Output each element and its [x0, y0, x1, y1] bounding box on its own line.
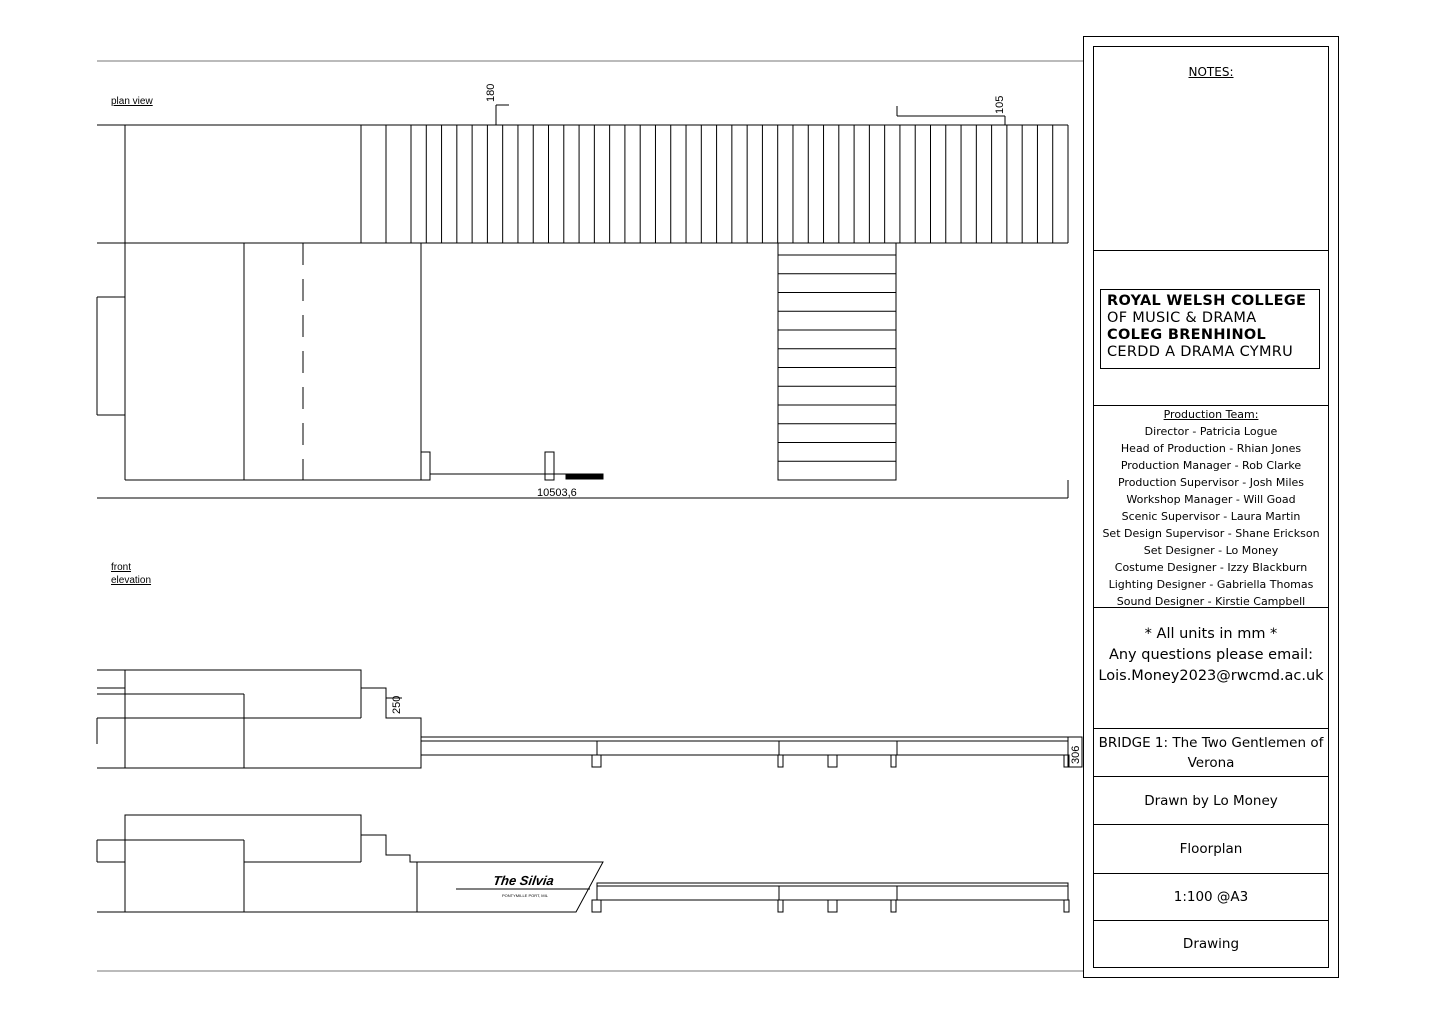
team-member: Sound Designer - Kirstie Campbell: [1116, 595, 1306, 608]
scale-section: [1094, 874, 1328, 921]
leg: [592, 755, 601, 767]
team-member: Director - Patricia Logue: [1144, 425, 1278, 438]
dimension-306: 306: [1070, 745, 1082, 764]
contact-section: [1094, 608, 1328, 729]
college-logo-section: [1094, 251, 1328, 406]
units-note: * All units in mm *: [1144, 626, 1278, 642]
bridge-planks: [411, 125, 1053, 243]
team-member: Production Manager - Rob Clarke: [1120, 459, 1302, 472]
leg: [592, 900, 601, 912]
front-label: front: [111, 562, 132, 573]
drawing-type: Drawing: [1182, 936, 1240, 952]
hatched-step: [566, 474, 603, 479]
sign-title: The Silvia: [492, 873, 555, 888]
drawn-by: Drawn by Lo Money: [1144, 792, 1278, 809]
plan-view: [97, 84, 1068, 499]
team-member: Lighting Designer - Gabriella Thomas: [1108, 578, 1314, 591]
total-dimension: 10503,6: [537, 487, 577, 499]
post-left: [421, 452, 430, 480]
team-member: Production Supervisor - Josh Miles: [1117, 476, 1305, 489]
team-member: Scenic Supervisor - Laura Martin: [1121, 510, 1301, 523]
leg: [891, 755, 896, 767]
college-logo: [1100, 289, 1320, 369]
scale: 1:100 @A3: [1173, 889, 1249, 905]
team-member: Head of Production - Rhian Jones: [1120, 442, 1302, 455]
stair-outline: [778, 243, 896, 480]
leg: [828, 900, 837, 912]
title-block-inner: [1093, 46, 1329, 968]
title-block: [1083, 36, 1339, 978]
dimension-180: 180: [485, 83, 497, 102]
sheet-name: Floorplan: [1179, 841, 1243, 857]
production-team-section: [1094, 406, 1328, 608]
leg: [828, 755, 837, 767]
team-member: Set Designer - Lo Money: [1143, 544, 1279, 557]
questions-text: Any questions please email:: [1108, 647, 1314, 663]
contact-email: Lois.Money2023@rwcmd.ac.uk: [1098, 668, 1324, 684]
project-title-section: [1094, 729, 1328, 777]
logo-line-1: ROYAL WELSH COLLEGE: [1107, 293, 1307, 309]
dimension-105: 105: [994, 95, 1006, 114]
plan-view-label: plan view: [111, 96, 153, 107]
leg: [1064, 900, 1069, 912]
dimension-250: 250: [391, 695, 403, 714]
stair-treads: [778, 255, 896, 461]
notes-title: NOTES:: [1188, 65, 1234, 79]
drawing-type-section: [1094, 921, 1328, 967]
team-member: Set Design Supervisor - Shane Erickson: [1102, 527, 1320, 540]
bridge-deck: [421, 737, 1068, 741]
elevation-label: elevation: [111, 575, 152, 586]
leg: [891, 900, 896, 912]
front-elevation: [97, 562, 1082, 768]
notes-section: [1094, 47, 1328, 251]
logo-line-3: COLEG BRENHINOL: [1107, 327, 1267, 343]
logo-line-4: CERDD A DRAMA CYMRU: [1107, 344, 1294, 360]
sheet-name-section: [1094, 825, 1328, 874]
front-elevation-sign: [97, 815, 1069, 912]
post-right: [545, 452, 554, 480]
project-title: BRIDGE 1: The Two Gentlemen of Verona: [1098, 734, 1324, 771]
production-team-heading: Production Team:: [1163, 408, 1259, 421]
sign-subtitle: PONTYMILLE PORT, MIL: [502, 893, 548, 898]
team-member: Workshop Manager - Will Goad: [1126, 493, 1296, 506]
leg: [778, 900, 783, 912]
bridge-deck-2: [597, 883, 1068, 886]
logo-line-2: OF MUSIC & DRAMA: [1107, 310, 1257, 326]
drawn-by-section: [1094, 777, 1328, 825]
leg: [778, 755, 783, 767]
team-member: Costume Designer - Izzy Blackburn: [1114, 561, 1308, 574]
